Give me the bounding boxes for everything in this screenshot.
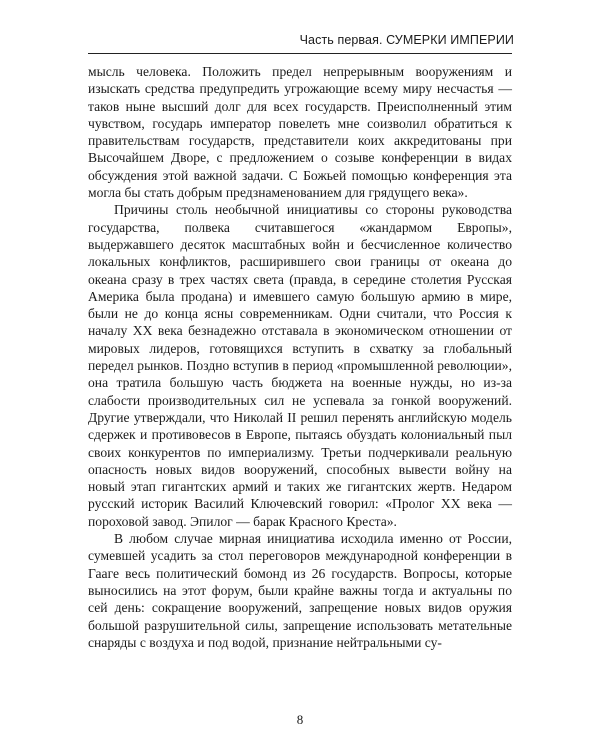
page-number: 8 <box>296 712 304 727</box>
paragraph-continued: мысль человека. Положить предел непрерывным вооружениям и изыскать средства предупредить угрожающие всему миру несчастья — таков ныне высший долг для всех государств. Преисполненный этим чувством, государь император повелеть мне соизволил обратиться к правительствам государств, представители коих аккредитованы при Высочайшем Дворе, с предложением о созыве конференции в видах обсуждения этой важной задачи. С Божьей помощью конференция эта могла бы стать добрым предзнаменованием для грядущего века». <box>88 64 512 201</box>
header-rule <box>88 53 512 54</box>
paragraph: Причины столь необычной инициативы со стороны руководства государства, полвека считавшегося «жандармом Европы», выдержавшего десяток масштабных войн и бесчисленное количество локальных конфликтов, расширившего свои границы от океана до океана сразу в трех частях света (правда, в середине столетия Русская Америка была продана) и имевшего самую большую армию в мире, были не до конца ясны современникам. Одни считали, что Россия к началу XX века безнадежно отставала в экономическом отношении от мировых лидеров, готовящихся вступить в схватку за глобальный передел рынков. Поздно вступив в период «промышленной революции», она тратила большую часть бюджета на военные нужды, но из-за слабости производительных сил не успевала за гонкой вооружений. Другие утверждали, что Николай II решил перенять английскую модель сдержек и противовесов в Европе, пытаясь обуздать колониальный пыл своих конкурентов по империализму. Третьи подчеркивали реальную опасность новых видов вооружений, способных вывести войну на новый этап гигантских армий и таких же гигантских жертв. Недаром русский историк Василий Ключевский говорил: «Пролог XX века — пороховой завод. Эпилог — барак Красного Креста». <box>88 202 512 529</box>
running-head: Часть первая. СУМЕРКИ ИМПЕРИИ <box>299 33 514 47</box>
paragraph: В любом случае мирная инициатива исходила именно от России, сумевшей усадить за стол переговоров международной конференции в Гааге весь политический бомонд из 26 государств. Вопросы, которые выносились на этот форум, были крайне важны тогда и актуальны по сей день: сокращение вооружений, запрещение новых видов оружия большой разрушительной силы, запрещение использовать метательные снаряды с воздуха и под водой, признание нейтральными су- <box>88 531 512 650</box>
body-text <box>88 63 512 651</box>
